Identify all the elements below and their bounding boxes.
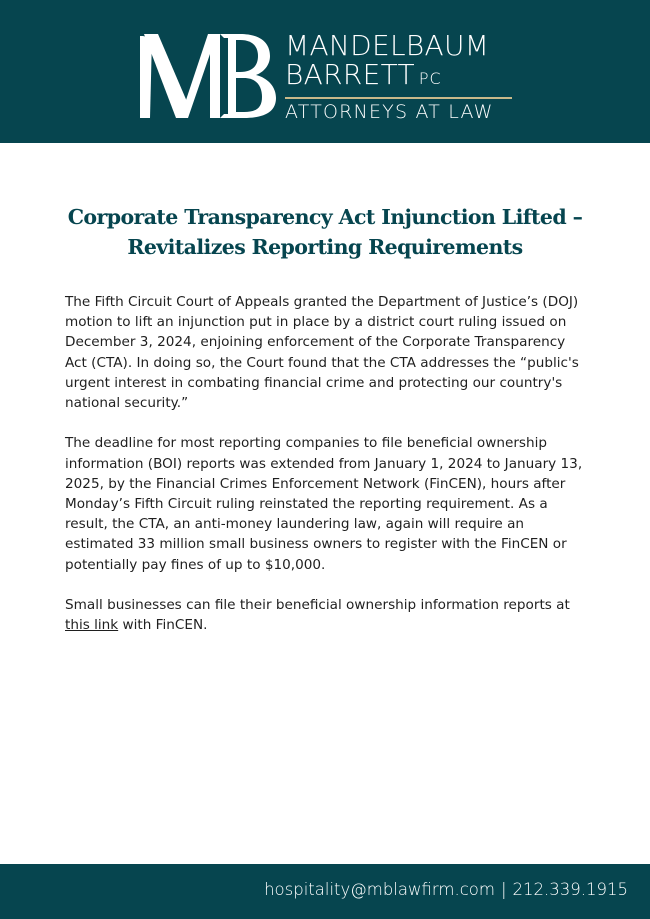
footer-phone[interactable]: 212.339.1915 xyxy=(512,880,628,899)
firm-tagline: ATTORNEYS AT LAW xyxy=(285,101,494,123)
footer-email[interactable]: hospitality@mblawfirm.com xyxy=(264,880,495,899)
firm-name-block xyxy=(285,31,512,125)
firm-name-line2 xyxy=(285,58,512,93)
article-paragraph-3 xyxy=(65,595,590,635)
paragraph-3-text-after: with FinCEN. xyxy=(118,617,208,634)
article-paragraph-2: The deadline for most reporting companies to file beneficial ownership information (BOI) reports was extended from January 1, 2024 to January 13, 2025, by the Financial Crimes Enforcement Network (FinCEN), hours after Monday’s Fifth Circuit ruling reinstated the reporting requirement. As a result, the CTA, an anti-money laundering law, again will require an estimated 33 million small business owners to register with the FinCEN or potentially pay fines of up to $10,000. xyxy=(65,435,583,573)
firm-suffix: PC xyxy=(418,69,442,88)
article-title-line2: Revitalizes Reporting Requirements xyxy=(127,235,523,259)
letterhead-header xyxy=(0,0,650,143)
article-body xyxy=(65,292,590,656)
firm-name-barrett: BARRETT xyxy=(285,58,415,91)
firm-name-line1: MANDELBAUM xyxy=(285,29,490,62)
footer-separator: | xyxy=(500,880,507,899)
footer-contact xyxy=(264,880,628,899)
paragraph-3-text-before: Small businesses can file their beneficial ownership information reports at xyxy=(65,597,570,614)
letterhead-footer xyxy=(0,864,650,919)
article-title xyxy=(40,202,610,262)
mb-monogram-logo xyxy=(140,32,280,120)
article-paragraph-1: The Fifth Circuit Court of Appeals granted the Department of Justice’s (DOJ) motion to lift an injunction put in place by a district court ruling issued on December 3, 2024, enjoining enforcement of the Corporate Transparency Act (CTA). In doing so, the Court found that the CTA addresses the “public's urgent interest in combating financial crime and protecting our country's national security.” xyxy=(65,294,579,412)
fincen-filing-link[interactable]: this link xyxy=(65,617,119,634)
article-title-line1: Corporate Transparency Act Injunction Lifted – xyxy=(67,205,583,229)
